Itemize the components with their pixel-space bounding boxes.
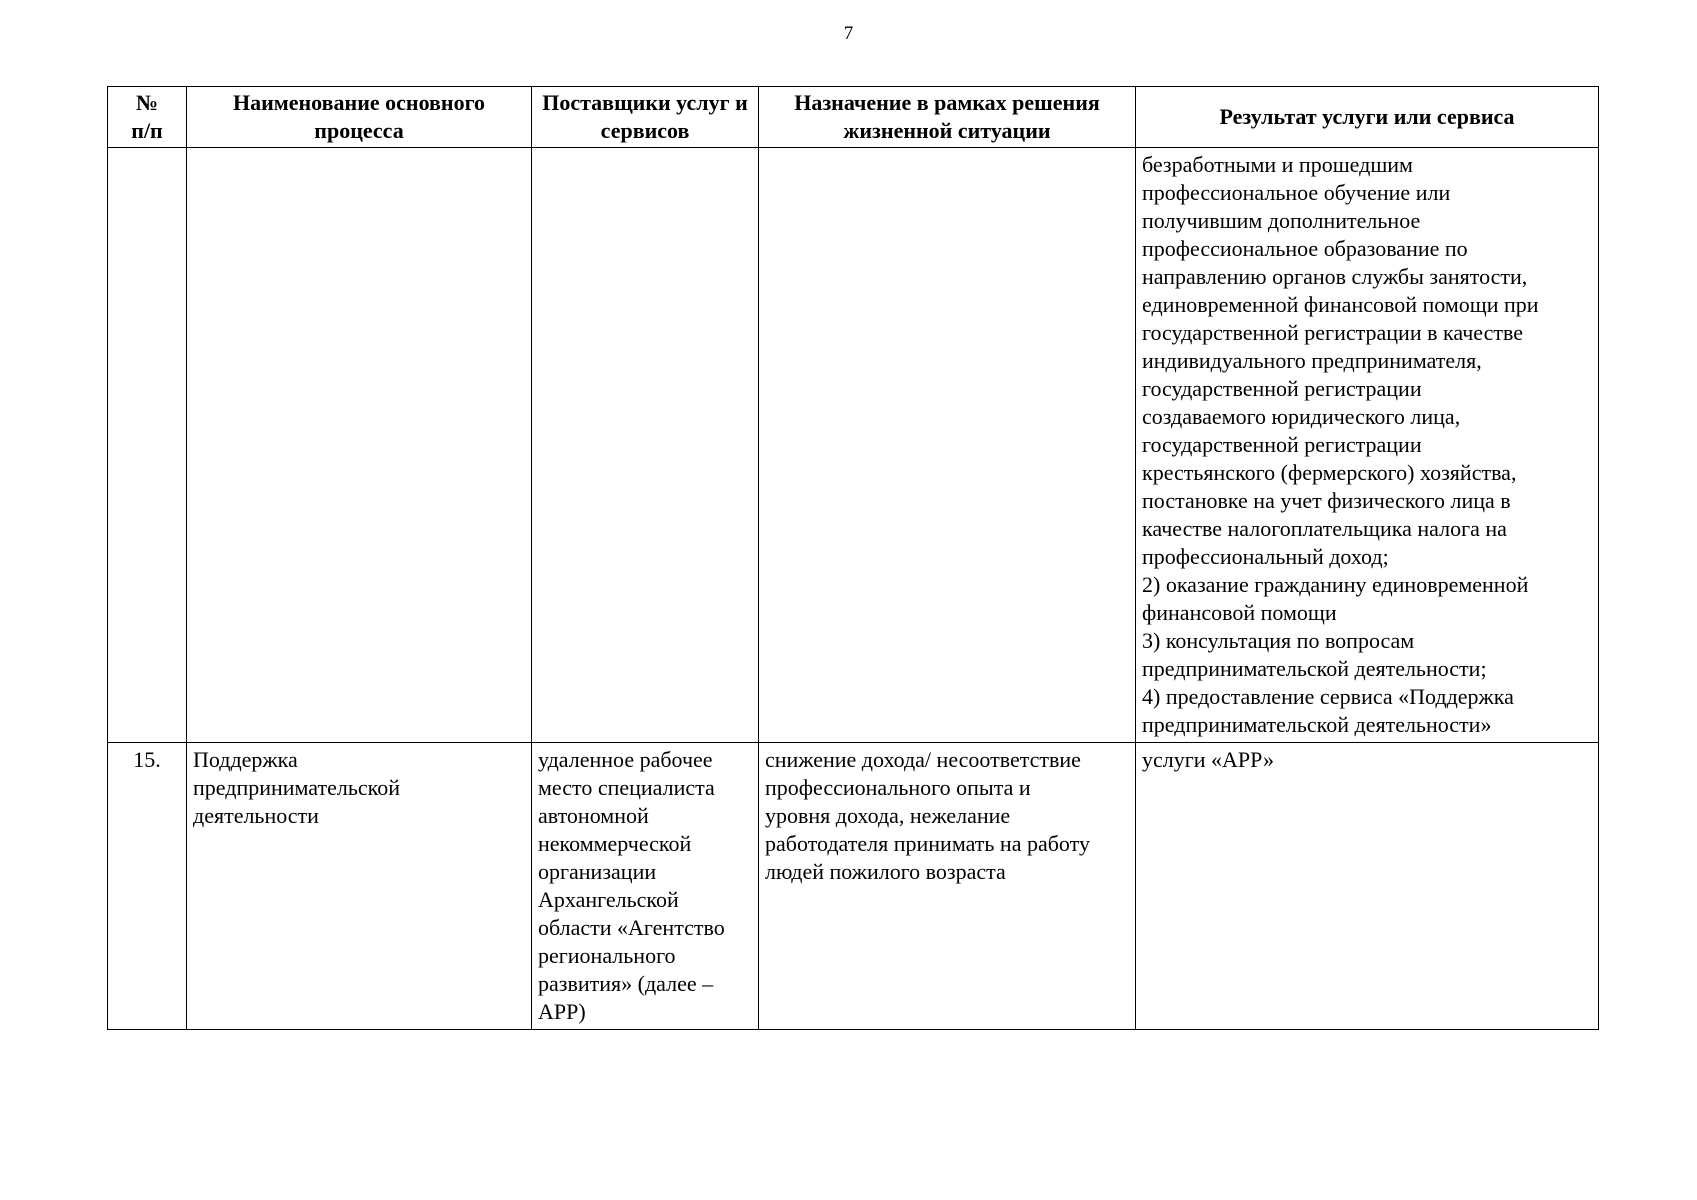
row-providers-cell [532,148,759,743]
result-line: направлению органов службы занятости, [1142,264,1528,289]
row-providers-cell: удаленное рабочее место специалиста автономной некоммерческой организации Архангельской области «Агентство регионального развития» (далее – АРР) [532,743,759,1030]
result-line: получившим дополнительное [1142,208,1421,233]
row-num-cell [108,148,187,743]
table-row [108,743,1599,1030]
result-line: предпринимательской деятельности; [1142,656,1487,681]
result-line: государственной регистрации [1142,432,1422,457]
header-num: № п/п [108,87,187,148]
result-line: единовременной финансовой помощи при [1142,292,1539,317]
row-process-cell: Поддержка предпринимательской деятельности [187,743,532,1030]
row-num-cell: 15. [108,743,187,1030]
table-header-row [108,87,1599,148]
result-line: профессиональное образование по [1142,236,1468,261]
result-line: предпринимательской деятельности» [1142,712,1492,737]
result-line: безработными и прошедшим [1142,152,1413,177]
result-line: финансовой помощи [1142,600,1337,625]
row-purpose-cell [759,148,1136,743]
result-line: 3) консультация по вопросам [1142,628,1415,653]
row-process-cell [187,148,532,743]
result-line: создаваемого юридического лица, [1142,404,1461,429]
header-purpose: Назначение в рамках решения жизненной ситуации [759,87,1136,148]
result-line: 4) предоставление сервиса «Поддержка [1142,684,1514,709]
result-line: индивидуального предпринимателя, [1142,348,1482,373]
result-line: крестьянского (фермерского) хозяйства, [1142,460,1517,485]
row-result-cell [1136,148,1599,743]
header-result: Результат услуги или сервиса [1136,87,1599,148]
row-purpose-cell: снижение дохода/ несоответствие профессионального опыта и уровня дохода, нежелание работодателя принимать на работу людей пожилого возраста [759,743,1136,1030]
row-result-cell: услуги «АРР» [1136,743,1599,1030]
result-line: качестве налогоплательщика налога на [1142,516,1507,541]
result-line: государственной регистрации в качестве [1142,320,1523,345]
result-line: постановке на учет физического лица в [1142,488,1511,513]
page-number: 7 [843,23,854,44]
header-providers: Поставщики услуг и сервисов [532,87,759,148]
header-process: Наименование основного процесса [187,87,532,148]
result-line: профессиональный доход; [1142,544,1389,569]
result-line: 2) оказание гражданину единовременной [1142,572,1529,597]
result-line: государственной регистрации [1142,376,1422,401]
result-line: профессиональное обучение или [1142,180,1451,205]
services-table [107,86,1599,1030]
table-row [108,148,1599,743]
